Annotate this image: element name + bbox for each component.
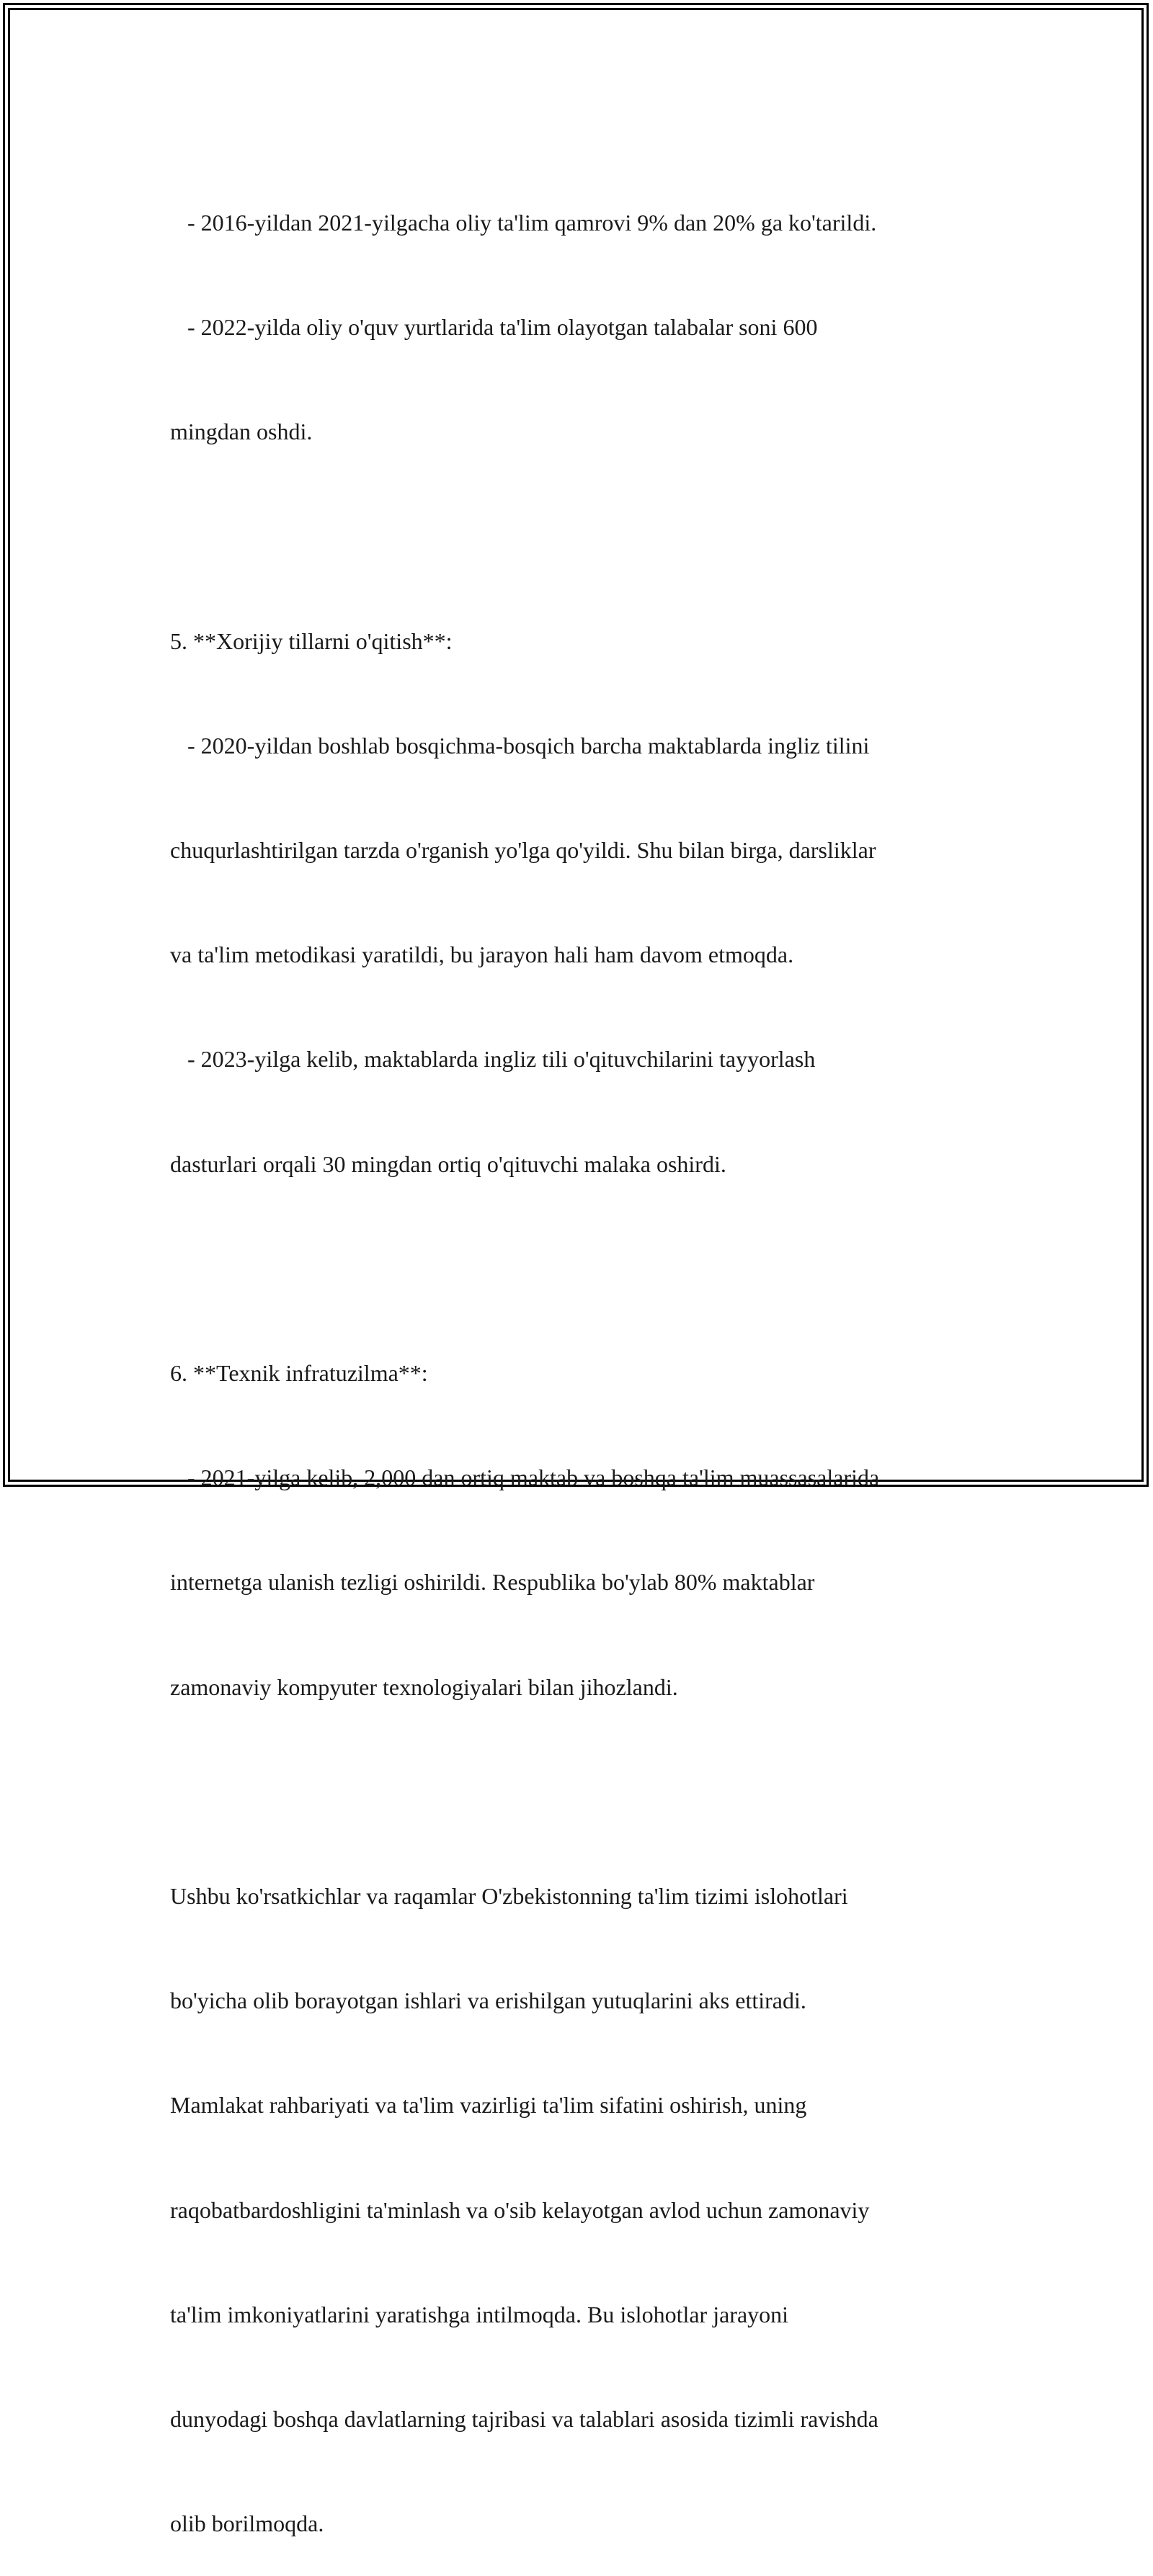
blank-line <box>170 1774 992 1809</box>
section-heading: 5. **Xorijiy tillarni o'qitish**: <box>170 627 453 654</box>
section-heading: 6. **Texnik infratuzilma**: <box>170 1360 428 1387</box>
text-line: dunyodagi boshqa davlatlarning tajribasi va talablari asosida tizimli ravishda <box>170 2406 878 2433</box>
text-line: - 2023-yilga kelib, maktablarda ingliz tili o'qituvchilarini tayyorlash <box>170 1046 816 1073</box>
text-line: mingdan oshdi. <box>170 419 313 445</box>
text-line: va ta'lim metodikasi yaratildi, bu jarayon hali ham davom etmoqda. <box>170 942 794 968</box>
text-line: raqobatbardoshligini ta'minlash va o'sib kelayotgan avlod uchun zamonaviy <box>170 2196 870 2223</box>
blank-line <box>170 1251 992 1286</box>
document-body <box>170 135 992 2576</box>
text-line: bo'yicha olib borayotgan ishlari va erishilgan yutuqlarini aks ettiradi. <box>170 1987 806 2014</box>
text-line: olib borilmoqda. <box>170 2510 324 2537</box>
text-line: - 2021-yilga kelib, 2,000 dan ortiq maktab va boshqa ta'lim muassasalarida <box>170 1464 880 1491</box>
text-line: - 2016-yildan 2021-yilgacha oliy ta'lim qamrovi 9% dan 20% ga ko'tarildi. <box>170 209 877 236</box>
text-line: chuqurlashtirilgan tarzda o'rganish yo'lga qo'yildi. Shu bilan birga, darsliklar <box>170 837 876 864</box>
text-line: ta'lim imkoniyatlarini yaratishga intilmoqda. Bu islohotlar jarayoni <box>170 2301 789 2327</box>
text-line: zamonaviy kompyuter texnologiyalari bilan jihozlandi. <box>170 1673 678 1700</box>
blank-line <box>170 519 992 553</box>
text-line: internetga ulanish tezligi oshirildi. Respublika bo'ylab 80% maktablar <box>170 1569 815 1596</box>
text-line: Ushbu ko'rsatkichlar va raqamlar O'zbekistonning ta'lim tizimi islohotlari <box>170 1883 848 1910</box>
text-line: - 2020-yildan boshlab bosqichma-bosqich barcha maktablarda ingliz tilini <box>170 732 870 759</box>
text-line: Mamlakat rahbariyati va ta'lim vazirligi ta'lim sifatini oshirish, uning <box>170 2092 807 2119</box>
text-line: dasturlari orqali 30 mingdan ortiq o'qituvchi malaka oshirdi. <box>170 1150 726 1177</box>
text-line: - 2022-yilda oliy o'quv yurtlarida ta'lim olayotgan talabalar soni 600 <box>170 314 818 341</box>
